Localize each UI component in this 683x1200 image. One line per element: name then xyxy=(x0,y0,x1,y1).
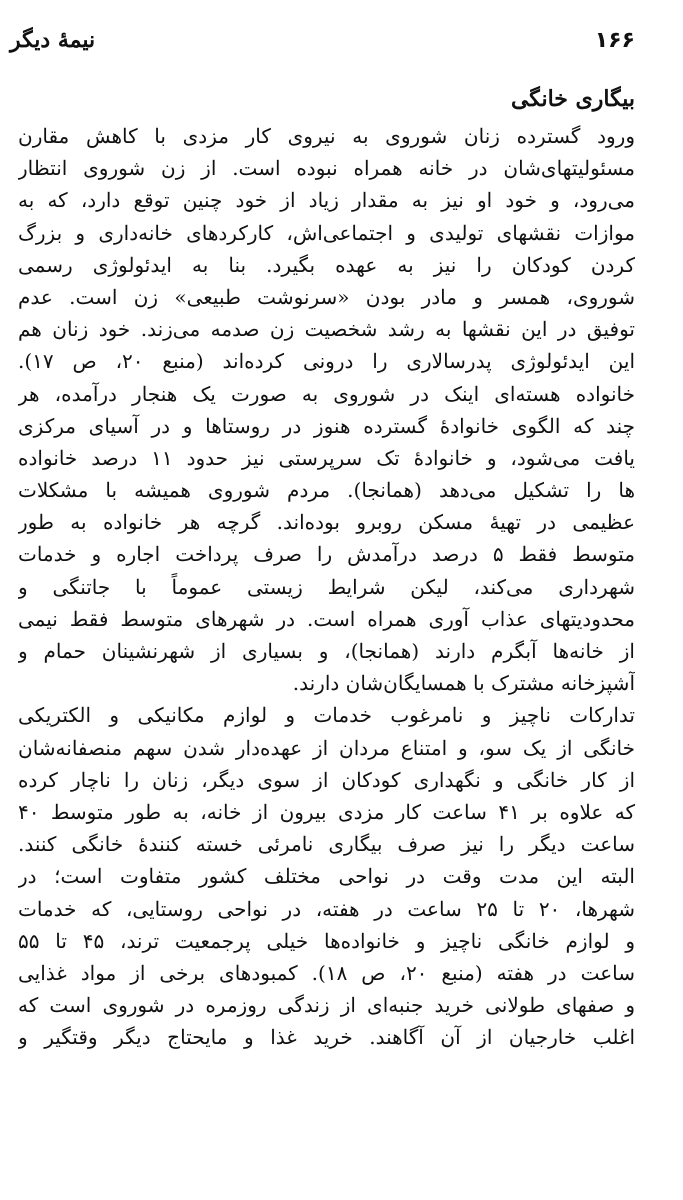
text-line: ها را تشکیل می‌دهد (همانجا). مردم شوروی همیشه با مشکلات xyxy=(18,478,635,503)
page-header xyxy=(10,22,635,58)
text-line: مسئولیتهای‌شان در خانه همراه نبوده است. از زن شوروی انتظار xyxy=(18,156,635,181)
text-line: البته این مدت وقت در نواحی مختلف کشور متفاوت است؛ در xyxy=(18,864,635,889)
running-title: نیمهٔ دیگر xyxy=(10,27,96,53)
text-line: خانواده هسته‌ای اینک در شوروی به صورت یک هنجار درآمده، هر xyxy=(18,381,635,406)
text-line: آشپزخانه مشترک با همسایگان‌شان دارند. xyxy=(292,671,635,696)
text-line: شوروی، همسر و مادر بودن «سرنوشت طبیعی» زن است. عدم xyxy=(18,284,635,309)
text-line: و صفهای طولانی خرید جنبه‌ای از زندگی روزمره در شوروی است که xyxy=(18,993,635,1018)
text-line: که علاوه بر ۴۱ ساعت کار مزدی بیرون از خانه، به طور متوسط ۴۰ xyxy=(18,799,635,824)
text-line: می‌رود، و خود او نیز به مقدار زیاد از خود چنین توقع دارد، که به xyxy=(18,188,635,213)
text-line: این ایدئولوژی پدرسالاری را درونی کرده‌اند (منبع ۲۰، ص ۱۷). xyxy=(18,349,635,374)
page-number: ۱۶۶ xyxy=(594,27,635,53)
text-line: تدارکات ناچیز و نامرغوب خدمات و لوازم مکانیکی و الکتریکی xyxy=(18,703,635,728)
text-line: موازات نقشهای تولیدی و اجتماعی‌اش، کارکردهای خانه‌داری و بزرگ xyxy=(18,220,635,245)
text-line: و لوازم خانگی ناچیز و خانواده‌ها خیلی پرجمعیت ترند، ۴۵ تا ۵۵ xyxy=(18,928,635,953)
text-line: اغلب خارجیان از آن آگاهند. خرید غذا و مایحتاج دیگر وقتگیر و xyxy=(18,1025,635,1050)
body-text xyxy=(18,120,635,1053)
text-line: عظیمی در تهیهٔ مسکن روبرو بوده‌اند. گرچه هر خانواده به طور xyxy=(18,510,635,535)
text-line: چند که الگوی خانوادهٔ گسترده هنوز در روستاها و در آسیای مرکزی xyxy=(18,413,635,438)
text-line: خانگی از یک سو، و امتناع مردان از عهده‌دار شدن سهم منصفانه‌شان xyxy=(18,735,635,760)
text-line: شهرها، ۲۰ تا ۲۵ ساعت در هفته، در نواحی روستایی، که خدمات xyxy=(18,896,635,921)
text-line: توفیق در این نقشها به رشد شخصیت زن صدمه می‌زند. خود زنان هم xyxy=(18,317,635,342)
text-line: محدودیتهای عذاب آوری همراه است. در شهرهای متوسط فقط نیمی xyxy=(18,606,635,631)
text-line: از کار خانگی و نگهداری کودکان از سوی دیگر، زنان را ناچار کرده xyxy=(18,767,635,792)
text-line: ورود گسترده زنان شوروی به نیروی کار مزدی با کاهش مقارن xyxy=(18,124,635,148)
text-line: متوسط فقط ۵ درصد درآمدش را صرف پرداخت اجاره و خدمات xyxy=(18,542,635,567)
text-line: ساعت در هفته (منبع ۲۰، ص ۱۸). کمبودهای برخی از مواد غذایی xyxy=(18,960,635,985)
text-line: کردن کودکان را نیز به عهده بگیرد. بنا به ایدئولوژی رسمی xyxy=(18,252,635,277)
text-line: ساعت دیگر را نیز صرف بیگاری نامرئی خسته کنندهٔ خانگی کنند. xyxy=(18,832,635,857)
section-title: بیگاری خانگی xyxy=(510,86,635,112)
text-line: شهرداری می‌کند، لیکن شرایط زیستی عموماً با جاتنگی و xyxy=(18,574,635,599)
text-line: از خانه‌ها آبگرم دارند (همانجا)، و بسیاری از شهرنشینان حمام و xyxy=(18,639,635,663)
text-line: یافت می‌شود، و خانوادهٔ تک سرپرستی نیز حدود ۱۱ درصد خانواده xyxy=(18,445,635,470)
